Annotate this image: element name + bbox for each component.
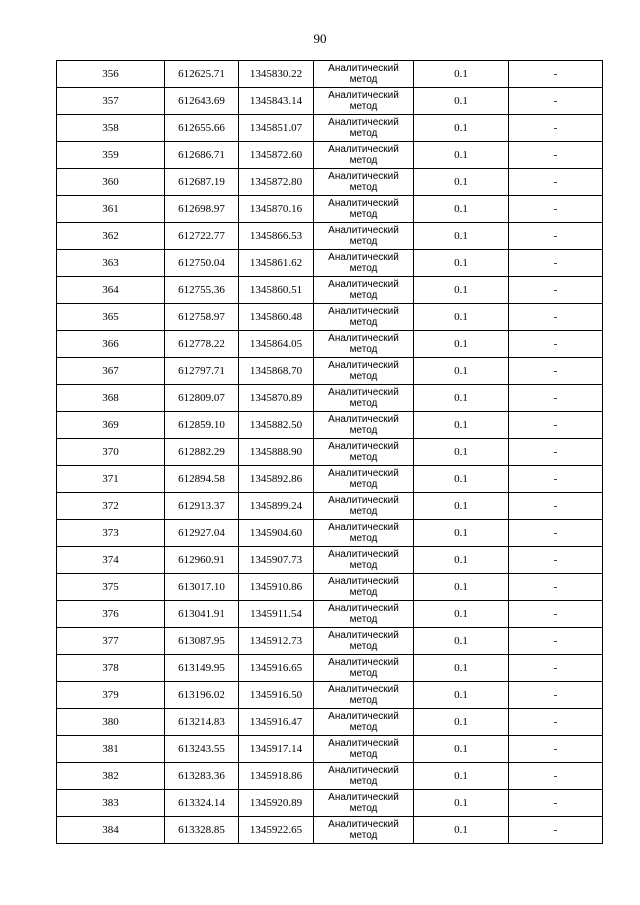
note-cell: - — [509, 277, 603, 304]
x-coordinate-cell: 612655.66 — [165, 115, 239, 142]
note-cell: - — [509, 466, 603, 493]
table-row — [57, 547, 603, 574]
note-cell: - — [509, 196, 603, 223]
y-coordinate-cell: 1345916.50 — [239, 682, 314, 709]
method-cell: Аналитический метод — [314, 88, 414, 115]
y-coordinate-cell: 1345860.48 — [239, 304, 314, 331]
method-cell: Аналитический метод — [314, 304, 414, 331]
method-cell: Аналитический метод — [314, 763, 414, 790]
x-coordinate-cell: 613243.55 — [165, 736, 239, 763]
accuracy-cell: 0.1 — [414, 736, 509, 763]
accuracy-cell: 0.1 — [414, 196, 509, 223]
x-coordinate-cell: 613328.85 — [165, 817, 239, 844]
x-coordinate-cell: 612687.19 — [165, 169, 239, 196]
accuracy-cell: 0.1 — [414, 520, 509, 547]
method-cell: Аналитический метод — [314, 601, 414, 628]
accuracy-cell: 0.1 — [414, 628, 509, 655]
note-cell: - — [509, 88, 603, 115]
note-cell: - — [509, 358, 603, 385]
table-row — [57, 169, 603, 196]
note-cell: - — [509, 817, 603, 844]
x-coordinate-cell: 613017.10 — [165, 574, 239, 601]
point-number-cell: 363 — [57, 250, 165, 277]
method-cell: Аналитический метод — [314, 736, 414, 763]
method-cell: Аналитический метод — [314, 142, 414, 169]
point-number-cell: 384 — [57, 817, 165, 844]
method-cell: Аналитический метод — [314, 196, 414, 223]
method-cell: Аналитический метод — [314, 358, 414, 385]
table-row — [57, 223, 603, 250]
method-cell: Аналитический метод — [314, 61, 414, 88]
y-coordinate-cell: 1345916.65 — [239, 655, 314, 682]
point-number-cell: 382 — [57, 763, 165, 790]
table-row — [57, 601, 603, 628]
point-number-cell: 365 — [57, 304, 165, 331]
y-coordinate-cell: 1345866.53 — [239, 223, 314, 250]
method-cell: Аналитический метод — [314, 817, 414, 844]
table-row — [57, 358, 603, 385]
note-cell: - — [509, 547, 603, 574]
y-coordinate-cell: 1345920.89 — [239, 790, 314, 817]
point-number-cell: 380 — [57, 709, 165, 736]
point-number-cell: 378 — [57, 655, 165, 682]
y-coordinate-cell: 1345916.47 — [239, 709, 314, 736]
table-row — [57, 385, 603, 412]
point-number-cell: 375 — [57, 574, 165, 601]
method-cell: Аналитический метод — [314, 169, 414, 196]
point-number-cell: 373 — [57, 520, 165, 547]
x-coordinate-cell: 612625.71 — [165, 61, 239, 88]
table-row — [57, 61, 603, 88]
point-number-cell: 362 — [57, 223, 165, 250]
accuracy-cell: 0.1 — [414, 115, 509, 142]
table-row — [57, 115, 603, 142]
note-cell: - — [509, 115, 603, 142]
table-row — [57, 277, 603, 304]
y-coordinate-cell: 1345904.60 — [239, 520, 314, 547]
x-coordinate-cell: 612722.77 — [165, 223, 239, 250]
accuracy-cell: 0.1 — [414, 277, 509, 304]
accuracy-cell: 0.1 — [414, 142, 509, 169]
point-number-cell: 360 — [57, 169, 165, 196]
note-cell: - — [509, 520, 603, 547]
accuracy-cell: 0.1 — [414, 223, 509, 250]
accuracy-cell: 0.1 — [414, 682, 509, 709]
note-cell: - — [509, 601, 603, 628]
point-number-cell: 379 — [57, 682, 165, 709]
method-cell: Аналитический метод — [314, 628, 414, 655]
accuracy-cell: 0.1 — [414, 331, 509, 358]
table-row — [57, 790, 603, 817]
y-coordinate-cell: 1345868.70 — [239, 358, 314, 385]
table-row — [57, 628, 603, 655]
y-coordinate-cell: 1345907.73 — [239, 547, 314, 574]
accuracy-cell: 0.1 — [414, 304, 509, 331]
note-cell: - — [509, 385, 603, 412]
x-coordinate-cell: 612643.69 — [165, 88, 239, 115]
accuracy-cell: 0.1 — [414, 358, 509, 385]
y-coordinate-cell: 1345860.51 — [239, 277, 314, 304]
point-number-cell: 357 — [57, 88, 165, 115]
table-row — [57, 520, 603, 547]
page-number: 90 — [313, 31, 327, 46]
point-number-cell: 381 — [57, 736, 165, 763]
x-coordinate-cell: 612758.97 — [165, 304, 239, 331]
coordinates-table — [56, 60, 603, 844]
y-coordinate-cell: 1345843.14 — [239, 88, 314, 115]
x-coordinate-cell: 612894.58 — [165, 466, 239, 493]
method-cell: Аналитический метод — [314, 655, 414, 682]
method-cell: Аналитический метод — [314, 790, 414, 817]
note-cell: - — [509, 655, 603, 682]
point-number-cell: 367 — [57, 358, 165, 385]
point-number-cell: 361 — [57, 196, 165, 223]
accuracy-cell: 0.1 — [414, 385, 509, 412]
point-number-cell: 371 — [57, 466, 165, 493]
accuracy-cell: 0.1 — [414, 601, 509, 628]
y-coordinate-cell: 1345892.86 — [239, 466, 314, 493]
x-coordinate-cell: 612882.29 — [165, 439, 239, 466]
x-coordinate-cell: 612686.71 — [165, 142, 239, 169]
x-coordinate-cell: 612913.37 — [165, 493, 239, 520]
x-coordinate-cell: 612859.10 — [165, 412, 239, 439]
method-cell: Аналитический метод — [314, 682, 414, 709]
table-row — [57, 88, 603, 115]
x-coordinate-cell: 612778.22 — [165, 331, 239, 358]
point-number-cell: 383 — [57, 790, 165, 817]
table-row — [57, 439, 603, 466]
point-number-cell: 359 — [57, 142, 165, 169]
note-cell: - — [509, 142, 603, 169]
y-coordinate-cell: 1345888.90 — [239, 439, 314, 466]
x-coordinate-cell: 613214.83 — [165, 709, 239, 736]
y-coordinate-cell: 1345851.07 — [239, 115, 314, 142]
method-cell: Аналитический метод — [314, 385, 414, 412]
note-cell: - — [509, 736, 603, 763]
point-number-cell: 374 — [57, 547, 165, 574]
x-coordinate-cell: 612927.04 — [165, 520, 239, 547]
accuracy-cell: 0.1 — [414, 763, 509, 790]
y-coordinate-cell: 1345910.86 — [239, 574, 314, 601]
y-coordinate-cell: 1345872.80 — [239, 169, 314, 196]
accuracy-cell: 0.1 — [414, 250, 509, 277]
note-cell: - — [509, 574, 603, 601]
point-number-cell: 376 — [57, 601, 165, 628]
point-number-cell: 358 — [57, 115, 165, 142]
method-cell: Аналитический метод — [314, 331, 414, 358]
note-cell: - — [509, 493, 603, 520]
x-coordinate-cell: 612809.07 — [165, 385, 239, 412]
y-coordinate-cell: 1345899.24 — [239, 493, 314, 520]
point-number-cell: 356 — [57, 61, 165, 88]
table-row — [57, 196, 603, 223]
table-row — [57, 493, 603, 520]
x-coordinate-cell: 613041.91 — [165, 601, 239, 628]
table-row — [57, 304, 603, 331]
note-cell: - — [509, 223, 603, 250]
table-row — [57, 142, 603, 169]
x-coordinate-cell: 613196.02 — [165, 682, 239, 709]
accuracy-cell: 0.1 — [414, 709, 509, 736]
note-cell: - — [509, 169, 603, 196]
accuracy-cell: 0.1 — [414, 547, 509, 574]
note-cell: - — [509, 412, 603, 439]
method-cell: Аналитический метод — [314, 493, 414, 520]
method-cell: Аналитический метод — [314, 439, 414, 466]
table-row — [57, 412, 603, 439]
x-coordinate-cell: 613283.36 — [165, 763, 239, 790]
note-cell: - — [509, 439, 603, 466]
accuracy-cell: 0.1 — [414, 790, 509, 817]
method-cell: Аналитический метод — [314, 547, 414, 574]
point-number-cell: 370 — [57, 439, 165, 466]
note-cell: - — [509, 790, 603, 817]
table-body — [57, 61, 603, 844]
y-coordinate-cell: 1345861.62 — [239, 250, 314, 277]
table-row — [57, 709, 603, 736]
table-row — [57, 763, 603, 790]
table-row — [57, 574, 603, 601]
point-number-cell: 377 — [57, 628, 165, 655]
x-coordinate-cell: 613149.95 — [165, 655, 239, 682]
note-cell: - — [509, 763, 603, 790]
point-number-cell: 364 — [57, 277, 165, 304]
method-cell: Аналитический метод — [314, 115, 414, 142]
note-cell: - — [509, 61, 603, 88]
point-number-cell: 369 — [57, 412, 165, 439]
table-row — [57, 655, 603, 682]
note-cell: - — [509, 682, 603, 709]
y-coordinate-cell: 1345872.60 — [239, 142, 314, 169]
x-coordinate-cell: 612797.71 — [165, 358, 239, 385]
accuracy-cell: 0.1 — [414, 61, 509, 88]
y-coordinate-cell: 1345882.50 — [239, 412, 314, 439]
y-coordinate-cell: 1345870.89 — [239, 385, 314, 412]
method-cell: Аналитический метод — [314, 709, 414, 736]
note-cell: - — [509, 331, 603, 358]
y-coordinate-cell: 1345918.86 — [239, 763, 314, 790]
accuracy-cell: 0.1 — [414, 574, 509, 601]
y-coordinate-cell: 1345922.65 — [239, 817, 314, 844]
y-coordinate-cell: 1345864.05 — [239, 331, 314, 358]
table-row — [57, 736, 603, 763]
method-cell: Аналитический метод — [314, 412, 414, 439]
method-cell: Аналитический метод — [314, 223, 414, 250]
y-coordinate-cell: 1345830.22 — [239, 61, 314, 88]
x-coordinate-cell: 612750.04 — [165, 250, 239, 277]
table-row — [57, 682, 603, 709]
table-row — [57, 250, 603, 277]
method-cell: Аналитический метод — [314, 277, 414, 304]
point-number-cell: 368 — [57, 385, 165, 412]
note-cell: - — [509, 709, 603, 736]
y-coordinate-cell: 1345911.54 — [239, 601, 314, 628]
accuracy-cell: 0.1 — [414, 655, 509, 682]
method-cell: Аналитический метод — [314, 574, 414, 601]
x-coordinate-cell: 612755.36 — [165, 277, 239, 304]
accuracy-cell: 0.1 — [414, 88, 509, 115]
table-row — [57, 466, 603, 493]
accuracy-cell: 0.1 — [414, 817, 509, 844]
accuracy-cell: 0.1 — [414, 466, 509, 493]
x-coordinate-cell: 613087.95 — [165, 628, 239, 655]
y-coordinate-cell: 1345917.14 — [239, 736, 314, 763]
accuracy-cell: 0.1 — [414, 169, 509, 196]
x-coordinate-cell: 613324.14 — [165, 790, 239, 817]
point-number-cell: 372 — [57, 493, 165, 520]
table-row — [57, 817, 603, 844]
method-cell: Аналитический метод — [314, 466, 414, 493]
x-coordinate-cell: 612960.91 — [165, 547, 239, 574]
note-cell: - — [509, 628, 603, 655]
point-number-cell: 366 — [57, 331, 165, 358]
table-row — [57, 331, 603, 358]
x-coordinate-cell: 612698.97 — [165, 196, 239, 223]
accuracy-cell: 0.1 — [414, 439, 509, 466]
y-coordinate-cell: 1345870.16 — [239, 196, 314, 223]
method-cell: Аналитический метод — [314, 520, 414, 547]
method-cell: Аналитический метод — [314, 250, 414, 277]
accuracy-cell: 0.1 — [414, 493, 509, 520]
note-cell: - — [509, 250, 603, 277]
note-cell: - — [509, 304, 603, 331]
y-coordinate-cell: 1345912.73 — [239, 628, 314, 655]
accuracy-cell: 0.1 — [414, 412, 509, 439]
